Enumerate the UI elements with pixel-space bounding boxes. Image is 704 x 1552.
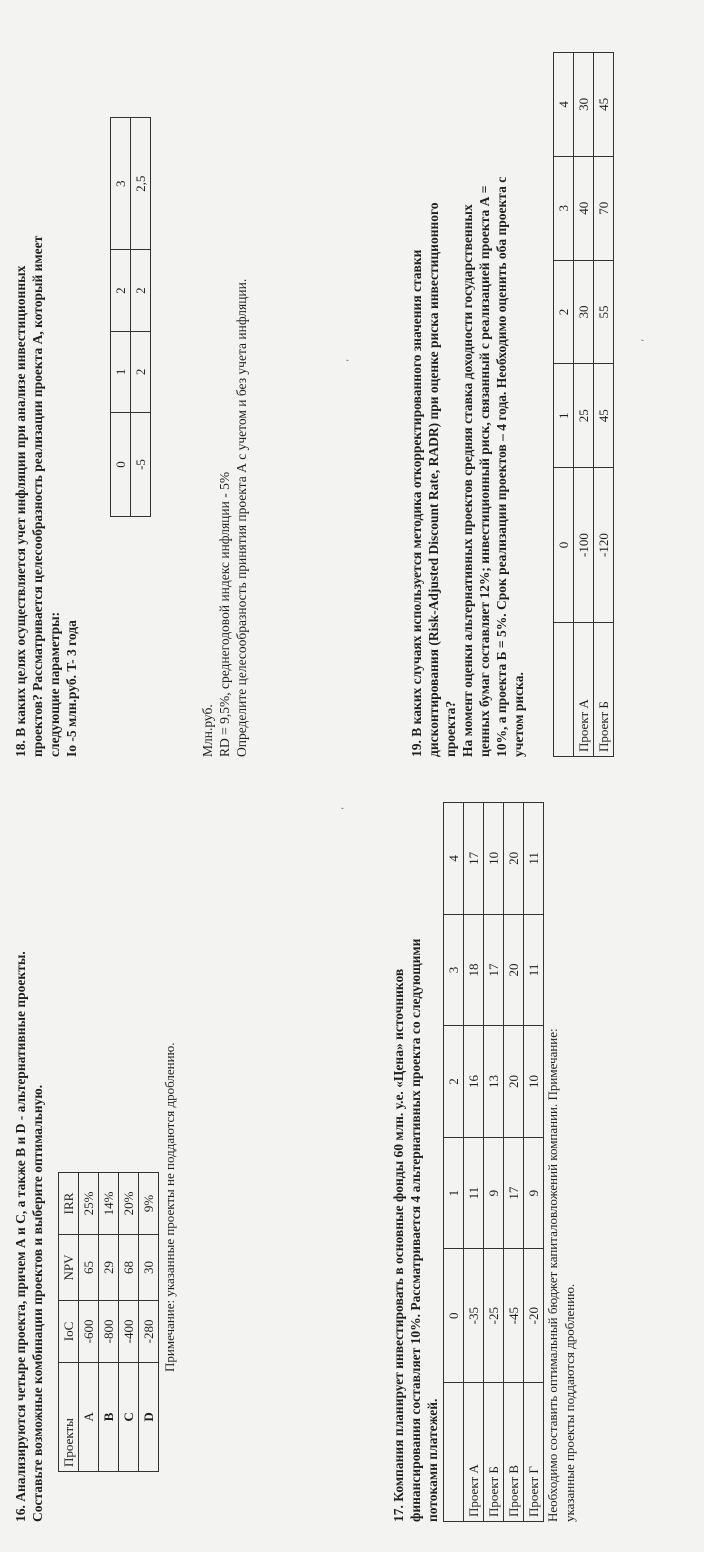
table-cell: 40 xyxy=(574,156,594,260)
task-18-rd: RD = 9,5%, среднегодовой индекс инфляции - 5% xyxy=(217,471,232,757)
table-cell: 70 xyxy=(594,156,614,260)
table-cell: -400 xyxy=(119,1300,139,1362)
table-cell: 55 xyxy=(594,260,614,364)
task-18-title-line1: 18. В каких целях осуществляется учет инфляции при анализе инвестиционных xyxy=(13,265,28,757)
header-cell: IoC xyxy=(59,1300,79,1362)
table-cell: 2 xyxy=(131,331,151,412)
task-16-note: Примечание: указанные проекты не поддаются дроблению. xyxy=(162,1042,177,1372)
header-cell: 3 xyxy=(111,118,131,250)
task-19-table xyxy=(553,52,614,757)
table-header-row xyxy=(444,803,464,1522)
table-cell: 68 xyxy=(119,1234,139,1300)
table-cell: 25 xyxy=(574,364,594,468)
header-cell: 2 xyxy=(111,250,131,331)
table-cell: 11 xyxy=(524,803,544,915)
table-cell: 9% xyxy=(139,1173,159,1235)
task-18 xyxy=(12,17,250,757)
table-cell: 11 xyxy=(524,914,544,1026)
table-cell: -20 xyxy=(524,1249,544,1383)
table-row xyxy=(99,1173,119,1472)
table-cell: 2,5 xyxy=(131,118,151,250)
header-cell xyxy=(444,1383,464,1522)
task-17-title-line3: потоками платежей. xyxy=(425,1398,440,1522)
table-cell: Проект Г xyxy=(524,1383,544,1522)
table-row xyxy=(524,803,544,1522)
table-cell: 10 xyxy=(524,1026,544,1138)
header-cell: 0 xyxy=(444,1249,464,1383)
table-cell: -45 xyxy=(504,1249,524,1383)
table-cell: Проект А xyxy=(574,623,594,757)
task-17-note-line2: указанные проекты поддаются дроблению. xyxy=(562,1283,577,1522)
task-18-title-line3: следующие параметры: xyxy=(47,611,62,757)
task-19-title-line1: 19. В каких случаях используется методика откорректированного значения ставки xyxy=(409,249,424,757)
header-cell: 4 xyxy=(554,53,574,157)
task-16-title-line2: Составьте возможные комбинации проектов и выберите оптимальную. xyxy=(30,1084,45,1522)
task-16 xyxy=(12,802,178,1522)
table-cell: 17 xyxy=(464,803,484,915)
table-cell: Проект Б xyxy=(484,1383,504,1522)
header-cell: 2 xyxy=(444,1026,464,1138)
header-cell: IRR xyxy=(59,1173,79,1235)
table-cell: 18 xyxy=(464,914,484,1026)
table-cell: C xyxy=(119,1362,139,1471)
table-cell: 20 xyxy=(504,914,524,1026)
table-cell: 14% xyxy=(99,1173,119,1235)
table-header-row xyxy=(111,118,131,517)
table-cell: -35 xyxy=(464,1249,484,1383)
table-cell: -25 xyxy=(484,1249,504,1383)
table-cell: -100 xyxy=(574,468,594,623)
table-cell: 65 xyxy=(79,1234,99,1300)
table-cell: 9 xyxy=(484,1137,504,1249)
task-17 xyxy=(390,792,578,1522)
table-cell: 10 xyxy=(484,803,504,915)
header-cell xyxy=(554,623,574,757)
table-cell: Проект В xyxy=(504,1383,524,1522)
table-cell: -280 xyxy=(139,1300,159,1362)
header-cell: NPV xyxy=(59,1234,79,1300)
table-cell: 9 xyxy=(524,1137,544,1249)
table-cell: 16 xyxy=(464,1026,484,1138)
table-cell: A xyxy=(79,1362,99,1471)
task-18-params: Io -5 млн.руб. T- 3 года xyxy=(64,620,79,757)
header-cell: 1 xyxy=(554,364,574,468)
table-row xyxy=(464,803,484,1522)
task-18-question: Определите целесообразность принятия проекта А с учетом и без учета инфляции. xyxy=(234,278,249,757)
task-16-title-line1: 16. Анализируются четыре проекта, причем А и С, а также В и D - альтернативные проекты. xyxy=(13,951,28,1522)
header-cell: 0 xyxy=(111,412,131,516)
header-cell: 3 xyxy=(554,156,574,260)
table-cell: 30 xyxy=(574,260,594,364)
table-cell: -5 xyxy=(131,412,151,516)
header-cell: Проекты xyxy=(59,1362,79,1471)
table-cell: B xyxy=(99,1362,119,1471)
task-18-title-line2: проектов? Рассматривается целесообразность реализации проекта А, который имеет xyxy=(30,235,45,757)
table-cell: 45 xyxy=(594,364,614,468)
header-cell: 4 xyxy=(444,803,464,915)
table-cell: Проект Б xyxy=(594,623,614,757)
table-row xyxy=(574,53,594,757)
task-17-table xyxy=(443,802,544,1522)
table-cell: 29 xyxy=(99,1234,119,1300)
task-19-title-line2: дисконтирования (Risk-Adjusted Discount Rate, RADR) при оценке риска инвестиционного xyxy=(426,202,441,757)
scan-mark: ʻ xyxy=(340,806,351,810)
table-cell: -800 xyxy=(99,1300,119,1362)
table-cell: 30 xyxy=(574,53,594,157)
task-16-table xyxy=(58,1172,159,1472)
table-cell: -120 xyxy=(594,468,614,623)
table-cell: 20% xyxy=(119,1173,139,1235)
task-19-title-line3: проекта? xyxy=(443,700,458,757)
table-cell: 17 xyxy=(484,914,504,1026)
table-cell: 13 xyxy=(484,1026,504,1138)
table-row xyxy=(119,1173,139,1472)
table-row xyxy=(484,803,504,1522)
table-cell: 20 xyxy=(504,1026,524,1138)
task-19-body-line3: 10%, а проекта Б = 5%. Срок реализации проектов – 4 года. Необходимо оценить оба проекта с xyxy=(494,176,509,757)
task-18-table xyxy=(110,117,151,517)
task-19-body-line1: На момент оценки альтернативных проектов средняя ставка доходности государственных xyxy=(460,204,475,757)
table-cell: D xyxy=(139,1362,159,1471)
table-cell: 2 xyxy=(131,250,151,331)
table-cell: Проект А xyxy=(464,1383,484,1522)
scan-mark: ʻ xyxy=(640,338,651,342)
table-header-row xyxy=(59,1173,79,1472)
table-cell: 30 xyxy=(139,1234,159,1300)
table-row xyxy=(139,1173,159,1472)
table-cell: -600 xyxy=(79,1300,99,1362)
task-17-title-line2: финансирования составляет 10%. Рассматривается 4 альтернативных проекта со следующими xyxy=(408,938,423,1522)
table-row xyxy=(594,53,614,757)
table-cell: 17 xyxy=(504,1137,524,1249)
task-17-note-line1: Необходимо составить оптимальный бюджет капиталовложений компании. Примечание: xyxy=(545,1028,560,1522)
task-17-title-line1: 17. Компания планирует инвестировать в основные фонды 60 млн. у.е. «Цена» источников xyxy=(391,968,406,1522)
task-19 xyxy=(408,17,614,757)
table-row xyxy=(131,118,151,517)
header-cell: 1 xyxy=(111,331,131,412)
table-cell: 11 xyxy=(464,1137,484,1249)
header-cell: 2 xyxy=(554,260,574,364)
table-cell: 45 xyxy=(594,53,614,157)
table-header-row xyxy=(554,53,574,757)
table-row xyxy=(79,1173,99,1472)
header-cell: 0 xyxy=(554,468,574,623)
scan-mark: ʻ xyxy=(345,358,356,362)
header-cell: 3 xyxy=(444,914,464,1026)
table-row xyxy=(504,803,524,1522)
task-19-body-line2: ценных бумаг составляет 12%; инвестиционный риск, связанный с реализацией проекта А = xyxy=(477,185,492,757)
task-18-unit: Млн.руб. xyxy=(200,704,215,757)
task-19-body-line4: учетом риска. xyxy=(511,672,526,757)
table-cell: 25% xyxy=(79,1173,99,1235)
header-cell: 1 xyxy=(444,1137,464,1249)
table-cell: 20 xyxy=(504,803,524,915)
